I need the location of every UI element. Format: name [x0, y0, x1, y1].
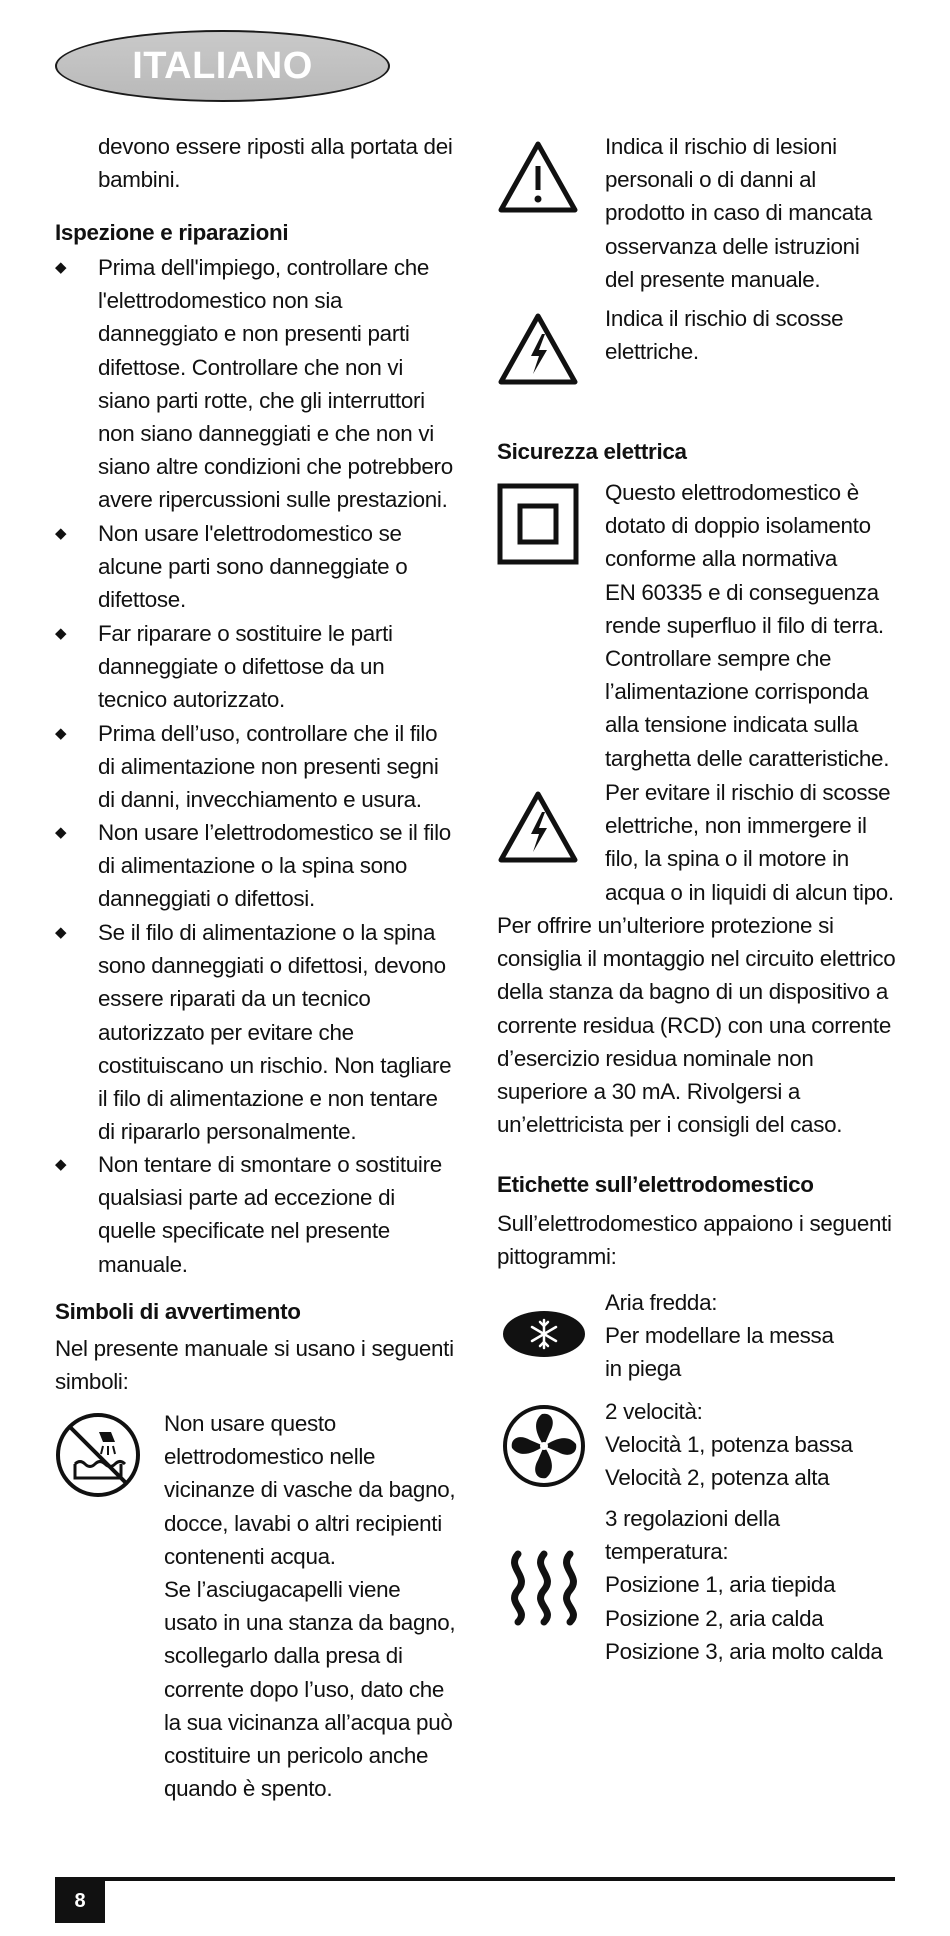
page-number: 8: [55, 1879, 105, 1923]
list-item: Far riparare o sostituire le parti danneggiate o difettose da un tecnico autorizzato.: [98, 621, 393, 713]
bullet-icon: ◆: [55, 824, 67, 841]
list-item: Se il filo di alimentazione o la spina sono danneggiati o difettosi, devono essere riparati da un tecnico autorizzato per evitare che costituiscano un rischio. Non tagliare il filo di alimentazione e non tentare di ripararlo personalmente.: [98, 920, 452, 1145]
fan-speed-icon: [502, 1404, 586, 1488]
shock-symbol-text: Indica il rischio di scosse elettriche.: [605, 306, 844, 365]
list-item: Non tentare di smontare o sostituire qualsiasi parte ad eccezione di quelle specificate nel presente manuale.: [98, 1152, 442, 1277]
list-item: Prima dell'impiego, controllare che l'elettrodomestico non sia danneggiato e non presenti parti difettose. Controllare che non vi siano parti rotte, che gli interruttori non siano danneggiati e che non vi siano altre condizioni che potrebbero avere ripercussioni sulle prestazioni.: [98, 255, 453, 513]
bullet-icon: ◆: [55, 1156, 67, 1173]
heat-icon: [502, 1548, 586, 1626]
list-item: Prima dell’uso, controllare che il filo di alimentazione non presenti segni di danni, invecchiamento e usura.: [98, 721, 439, 813]
warning-symbols-intro: Nel presente manuale si usano i seguenti simboli:: [55, 1336, 454, 1395]
section-title-inspection: Ispezione e riparazioni: [55, 220, 289, 245]
section-title-labels: Etichette sull’elettrodomestico: [497, 1172, 814, 1197]
electric-shock-icon: [497, 312, 579, 386]
no-water-icon: [55, 1412, 141, 1498]
double-insulation-text: Questo elettrodomestico è dotato di doppio isolamento conforme alla normativa EN 60335 e di conseguenza rende superfluo il filo di terra. Controllare sempre che l’alimentazione corrisponda alla tensione indicata sulla targhetta delle caratteristiche.: [605, 480, 890, 771]
warning-symbol-text: Indica il rischio di lesioni personali o di danni al prodotto in caso di mancata osservanza delle istruzioni del presente manuale.: [605, 134, 872, 292]
heat-text: 3 regolazioni della temperatura: Posizione 1, aria tiepida Posizione 2, aria calda Posizione 3, aria molto calda: [605, 1506, 883, 1664]
warning-triangle-icon: [497, 140, 579, 214]
double-insulation-icon: [497, 483, 579, 565]
bullet-icon: ◆: [55, 924, 67, 941]
bullet-icon: ◆: [55, 259, 67, 276]
electric-shock-icon: [497, 790, 579, 864]
bullet-icon: ◆: [55, 625, 67, 642]
bullet-icon: ◆: [55, 525, 67, 542]
section-title-electrical: Sicurezza elettrica: [497, 439, 687, 464]
footer-rule: [55, 1877, 895, 1881]
cold-air-text: Aria fredda: Per modellare la messa in piega: [605, 1290, 834, 1382]
speeds-text: 2 velocità: Velocità 1, potenza bassa Velocità 2, potenza alta: [605, 1399, 853, 1491]
labels-intro: Sull’elettrodomestico appaiono i seguenti pittogrammi:: [497, 1211, 892, 1270]
rcd-text: Per offrire un’ulteriore protezione si consiglia il montaggio nel circuito elettrico della stanza da bagno di un dispositivo a corrente residua (RCD) con una corrente d’esercizio residua nominale non superiore a 30 mA. Rivolgersi a un’elettricista per i consigli del caso.: [497, 913, 896, 1138]
water-warning-text: Non usare questo elettrodomestico nelle vicinanze di vasche da bagno, docce, lavabi o altri recipienti contenenti acqua. Se l’asciugacapelli viene usato in una stanza da bagno, scollegarlo dalla presa di corrente dopo l’uso, dato che la sua vicinanza all’acqua può costituire un pericolo anche quando è spento.: [164, 1411, 456, 1802]
shock-water-text: Per evitare il rischio di scosse elettriche, non immergere il filo, la spina o il motore in acqua o in liquidi di alcun tipo.: [605, 780, 894, 905]
continued-text: devono essere riposti alla portata dei bambini.: [98, 134, 453, 193]
section-title-warning-symbols: Simboli di avvertimento: [55, 1299, 301, 1324]
list-item: Non usare l'elettrodomestico se alcune parti sono danneggiate o difettose.: [98, 521, 408, 613]
bullet-icon: ◆: [55, 725, 67, 742]
language-label: ITALIANO: [132, 44, 313, 87]
list-item: Non usare l’elettrodomestico se il filo di alimentazione o la spina sono danneggiati o difettosi.: [98, 820, 451, 912]
snowflake-icon: [502, 1310, 586, 1358]
